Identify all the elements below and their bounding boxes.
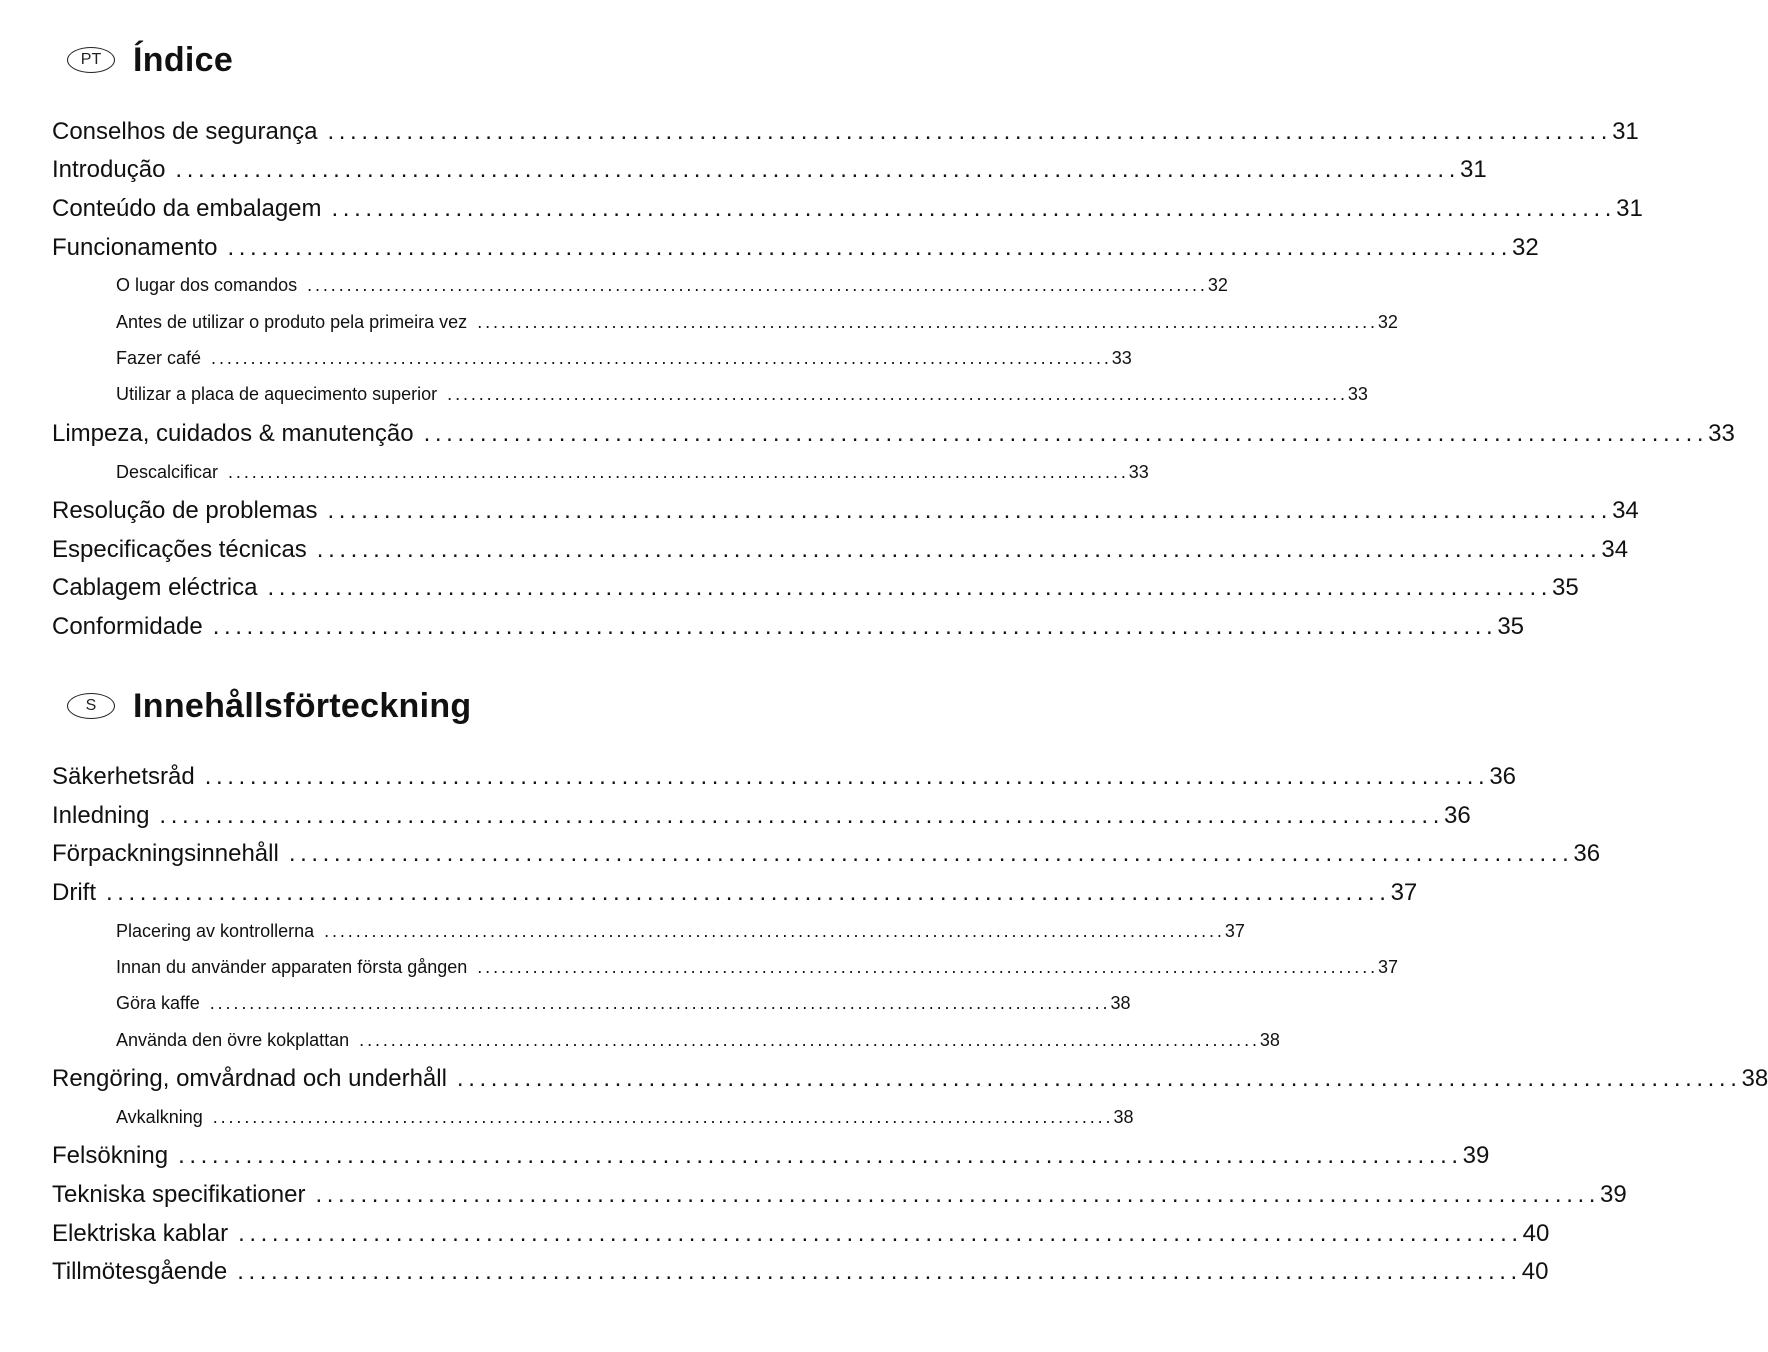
dot-leader: .................................................................................................................. — [331, 195, 1617, 222]
dot-leader: .................................................................................................................. — [228, 462, 1129, 482]
toc-entry-page: 35 — [1497, 613, 1525, 640]
toc-subentry[interactable] — [116, 921, 1245, 945]
toc-entry-page: 38 — [1110, 993, 1131, 1013]
toc-entry-page: 38 — [1113, 1107, 1134, 1127]
dot-leader: .................................................................................................................. — [238, 1220, 1523, 1247]
toc-entry-page: 33 — [1708, 420, 1735, 447]
toc-entry-page: 37 — [1390, 879, 1418, 906]
dot-leader: .................................................................................................................. — [211, 348, 1112, 368]
dot-leader: .................................................................................................................. — [159, 802, 1444, 829]
toc-entry-label: Cablagem eléctrica — [52, 574, 258, 601]
toc-entry-page: 40 — [1522, 1220, 1550, 1247]
toc-entry[interactable] — [52, 234, 1539, 264]
toc-subentry[interactable] — [116, 275, 1228, 299]
dot-leader: .................................................................................................................. — [267, 574, 1552, 601]
dot-leader: .................................................................................................................. — [204, 763, 1490, 790]
toc-entry-label: Descalcificar — [116, 462, 219, 482]
toc-entry-label: Funcionamento — [52, 234, 218, 261]
dot-leader: .................................................................................................................. — [227, 234, 1512, 261]
toc-entry-label: Säkerhetsråd — [52, 763, 195, 790]
toc-entry[interactable] — [52, 118, 1639, 148]
dot-leader: .................................................................................................................. — [212, 1107, 1114, 1127]
toc-subentry[interactable] — [116, 384, 1368, 408]
toc-entry-page: 38 — [1741, 1065, 1768, 1092]
toc-entry[interactable] — [52, 536, 1629, 566]
toc-subentry[interactable] — [116, 348, 1132, 372]
toc-entry-page: 32 — [1207, 275, 1228, 295]
toc-entry-page: 37 — [1378, 957, 1399, 977]
toc-entry-label: Använda den övre kokplattan — [116, 1030, 350, 1050]
toc-entry[interactable] — [52, 1065, 1768, 1095]
dot-leader: .................................................................................................................. — [327, 118, 1613, 145]
toc-subentry[interactable] — [116, 957, 1399, 981]
toc-entry-page: 33 — [1128, 462, 1149, 482]
dot-leader: .................................................................................................................. — [359, 1030, 1260, 1050]
toc-entry[interactable] — [52, 763, 1517, 793]
toc-entry-label: O lugar dos comandos — [116, 275, 298, 295]
toc-entry-label: Tekniska specifikationer — [52, 1181, 306, 1208]
toc-entry-page: 33 — [1347, 384, 1368, 404]
toc-entry-label: Especificações técnicas — [52, 536, 307, 563]
dot-leader: .................................................................................................................. — [288, 840, 1574, 867]
dot-leader: .................................................................................................................. — [307, 275, 1208, 295]
toc-entry-label: Rengöring, omvårdnad och underhåll — [52, 1065, 447, 1092]
dot-leader: .................................................................................................................. — [209, 993, 1111, 1013]
toc-entry-page: 39 — [1462, 1142, 1490, 1169]
toc-entry-page: 38 — [1259, 1030, 1280, 1050]
dot-leader: .................................................................................................................. — [237, 1258, 1522, 1285]
toc-entry[interactable] — [52, 156, 1487, 186]
toc-entry-page: 36 — [1573, 840, 1601, 867]
toc-entry[interactable] — [52, 802, 1471, 832]
dot-leader: .................................................................................................................. — [178, 1142, 1463, 1169]
toc-entry-label: Göra kaffe — [116, 993, 200, 1013]
toc-entry-page: 31 — [1616, 195, 1643, 222]
toc-entry-label: Avkalkning — [116, 1107, 203, 1127]
toc-entry-page: 33 — [1111, 348, 1132, 368]
toc-entry[interactable] — [52, 574, 1579, 604]
toc-entry-label: Tillmötesgående — [52, 1258, 228, 1285]
dot-leader: .................................................................................................................. — [315, 1181, 1601, 1208]
toc-entry-label: Drift — [52, 879, 96, 906]
toc-entry-label: Elektriska kablar — [52, 1220, 229, 1247]
toc-heading-s — [67, 686, 472, 726]
dot-leader: .................................................................................................................. — [456, 1065, 1742, 1092]
toc-entry-label: Innan du använder apparaten första gången — [116, 957, 468, 977]
toc-title-s: Innehållsförteckning — [133, 686, 472, 725]
toc-entry-page: 40 — [1521, 1258, 1549, 1285]
toc-entry[interactable] — [52, 1220, 1550, 1250]
dot-leader: .................................................................................................................. — [316, 536, 1602, 563]
toc-subentry[interactable] — [116, 462, 1149, 486]
toc-title-pt: Índice — [133, 40, 234, 79]
toc-entry[interactable] — [52, 1258, 1549, 1288]
toc-entry-label: Conselhos de segurança — [52, 118, 318, 145]
toc-entry[interactable] — [52, 195, 1643, 225]
toc-subentry[interactable] — [116, 993, 1131, 1017]
toc-entry[interactable] — [52, 420, 1735, 450]
toc-entry-page: 32 — [1377, 312, 1398, 332]
toc-entry-page: 39 — [1600, 1181, 1627, 1208]
toc-entry[interactable] — [52, 497, 1639, 527]
toc-entry-page: 37 — [1224, 921, 1245, 941]
dot-leader: .................................................................................................................. — [423, 420, 1709, 447]
toc-entry-label: Resolução de problemas — [52, 497, 318, 524]
dot-leader: .................................................................................................................. — [327, 497, 1613, 524]
language-badge-s: S — [67, 693, 115, 719]
toc-entry-label: Conformidade — [52, 613, 203, 640]
toc-entry-label: Placering av kontrollerna — [116, 921, 315, 941]
dot-leader: .................................................................................................................. — [477, 312, 1378, 332]
toc-entry-label: Introdução — [52, 156, 166, 183]
toc-entry[interactable] — [52, 840, 1601, 870]
toc-entry[interactable] — [52, 879, 1418, 909]
toc-entry-page: 31 — [1459, 156, 1487, 183]
toc-entry-label: Antes de utilizar o produto pela primeira vez — [116, 312, 468, 332]
toc-entry-page: 35 — [1552, 574, 1579, 601]
toc-entry-page: 36 — [1443, 802, 1471, 829]
toc-entry[interactable] — [52, 613, 1525, 643]
dot-leader: .................................................................................................................. — [324, 921, 1225, 941]
dot-leader: .................................................................................................................. — [175, 156, 1460, 183]
toc-entry-label: Inledning — [52, 802, 150, 829]
dot-leader: .................................................................................................................. — [106, 879, 1391, 906]
toc-entry-page: 34 — [1601, 536, 1629, 563]
dot-leader: .................................................................................................................. — [447, 384, 1348, 404]
toc-entry-label: Conteúdo da embalagem — [52, 195, 322, 222]
toc-entry-label: Limpeza, cuidados & manutenção — [52, 420, 414, 447]
toc-heading-pt — [67, 40, 233, 80]
toc-subentry[interactable] — [116, 1107, 1134, 1131]
language-badge-pt: PT — [67, 47, 115, 73]
toc-entry[interactable] — [52, 1181, 1627, 1211]
toc-entry-label: Förpackningsinnehåll — [52, 840, 279, 867]
toc-subentry[interactable] — [116, 312, 1398, 336]
toc-entry-page: 32 — [1512, 234, 1539, 261]
toc-entry-label: Utilizar a placa de aquecimento superior — [116, 384, 438, 404]
dot-leader: .................................................................................................................. — [477, 957, 1378, 977]
toc-entry-page: 34 — [1612, 497, 1639, 524]
dot-leader: .................................................................................................................. — [212, 613, 1498, 640]
toc-entry-label: Fazer café — [116, 348, 202, 368]
toc-entry-label: Felsökning — [52, 1142, 169, 1169]
toc-entry[interactable] — [52, 1142, 1490, 1172]
toc-entry-page: 31 — [1612, 118, 1639, 145]
toc-subentry[interactable] — [116, 1030, 1280, 1054]
toc-entry-page: 36 — [1489, 763, 1517, 790]
